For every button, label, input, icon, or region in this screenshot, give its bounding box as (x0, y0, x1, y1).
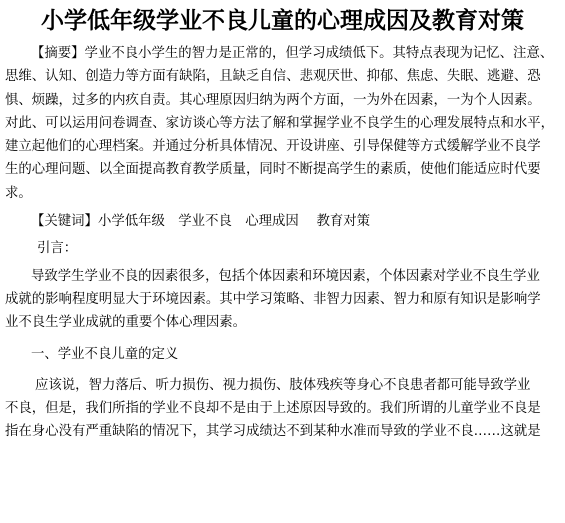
abstract-line: 【摘要】学业不良小学生的智力是正常的，但学习成绩低下。其特点表现为记忆、注意、 (31, 46, 554, 61)
abstract-line: 求。 (5, 185, 32, 201)
intro-line: 导致学生学业不良的因素很多，包括个体因素和环境因素，个体因素对学业不良生学业 (31, 268, 540, 284)
abstract-line: 对此、可以运用问卷调查、家访谈心等方法了解和掌握学业不良学生的心理发展特点和水平， (5, 115, 555, 131)
intro-line: 成就的影响程度明显大于环境因素。其中学习策略、非智力因素、智力和原有知识是影响学 (5, 291, 541, 307)
intro-heading: 引言： (37, 241, 78, 257)
section1-line: 不良，但是，我们所指的学业不良却不是由于上述原因导致的。我们所谓的儿童学业不良是 (5, 401, 541, 417)
section1-line: 应该说，智力落后、听力损伤、视力损伤、肢体残疾等身心不良患者都可能导致学业 (35, 377, 531, 393)
abstract-line: 建立起他们的心理档案。并通过分析具体情况、开设讲座、引导保健等方式缓解学业不良学 (5, 139, 541, 155)
keywords-line: 【关键词】小学低年级 学业不良 心理成因 教育对策 (31, 214, 371, 230)
intro-line: 业不良生学业成就的重要个体心理因素。 (5, 315, 247, 331)
section1-heading: 一、学业不良儿童的定义 (31, 346, 179, 362)
section1-paragraph (5, 374, 561, 440)
document-body (5, 42, 561, 440)
abstract-line: 生的心理问题、以全面提高教育教学质量，同时不断提高学生的素质，使他们能适应时代要 (5, 162, 541, 178)
abstract-line: 思维、认知、创造力等方面有缺陷，且缺乏自信、悲观厌世、抑郁、焦虑、失眠、逃避、恐 (5, 69, 541, 85)
document-title: 小学低年级学业不良儿童的心理成因及教育对策 (41, 7, 524, 34)
intro-paragraph (5, 265, 561, 335)
section1-line: 指在身心没有严重缺陷的情况下，其学习成绩达不到某种水准而导致的学业不良……这就是 (5, 424, 541, 440)
abstract-paragraph (5, 42, 561, 205)
abstract-line: 惧、烦躁，过多的内疚自责。其心理原因归纳为两个方面，一为外在因素，一为个人因素。 (5, 92, 541, 108)
